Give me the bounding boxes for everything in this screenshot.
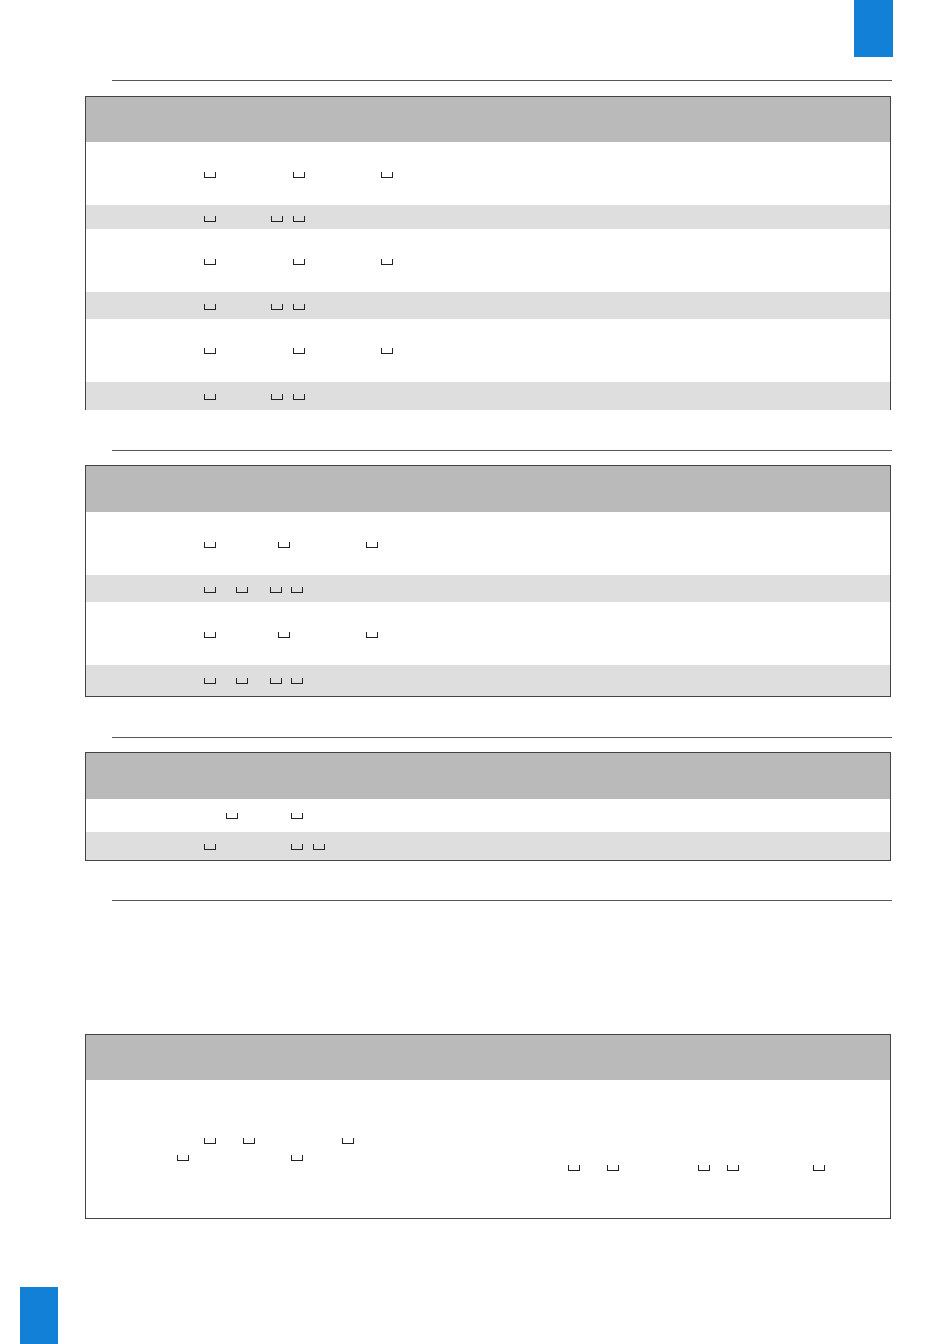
- checkbox[interactable]: [278, 542, 290, 548]
- checkbox[interactable]: [271, 394, 283, 400]
- section-2-form: [85, 465, 891, 697]
- checkbox[interactable]: [291, 678, 303, 684]
- checkbox[interactable]: [291, 1155, 303, 1161]
- checkbox[interactable]: [293, 348, 305, 354]
- checkbox[interactable]: [271, 304, 283, 310]
- section-1-form: [85, 96, 891, 410]
- checkbox[interactable]: [381, 172, 393, 178]
- form-row: [86, 799, 890, 832]
- checkbox[interactable]: [204, 259, 216, 265]
- checkbox[interactable]: [278, 632, 290, 638]
- section-3-header: [86, 753, 890, 799]
- checkbox[interactable]: [366, 632, 378, 638]
- checkbox[interactable]: [204, 394, 216, 400]
- section-4-form: [85, 1034, 891, 1219]
- section-1-header: [86, 97, 890, 142]
- section-4-rule: [112, 900, 892, 901]
- form-row: [86, 292, 890, 319]
- checkbox[interactable]: [342, 1138, 354, 1144]
- form-row: [86, 1080, 890, 1218]
- checkbox[interactable]: [313, 844, 325, 850]
- checkbox[interactable]: [293, 259, 305, 265]
- form-row: [86, 665, 890, 696]
- checkbox[interactable]: [271, 216, 283, 222]
- form-row: [86, 142, 890, 205]
- section-3-rule: [112, 737, 892, 738]
- form-row: [86, 319, 890, 382]
- checkbox[interactable]: [204, 844, 216, 850]
- form-row: [86, 382, 890, 410]
- section-3-form: [85, 752, 891, 861]
- checkbox[interactable]: [568, 1165, 580, 1171]
- form-row: [86, 602, 890, 665]
- checkbox[interactable]: [204, 632, 216, 638]
- checkbox[interactable]: [243, 1138, 255, 1144]
- checkbox[interactable]: [291, 844, 303, 850]
- section-4-header: [86, 1035, 890, 1080]
- checkbox[interactable]: [204, 542, 216, 548]
- checkbox[interactable]: [698, 1165, 710, 1171]
- checkbox[interactable]: [270, 678, 282, 684]
- form-row: [86, 229, 890, 292]
- section-2-rule: [112, 450, 892, 451]
- checkbox[interactable]: [293, 304, 305, 310]
- checkbox[interactable]: [293, 394, 305, 400]
- checkbox[interactable]: [293, 172, 305, 178]
- bottom-page-tab: [20, 1287, 58, 1344]
- section-2-header: [86, 466, 890, 512]
- checkbox[interactable]: [813, 1165, 825, 1171]
- checkbox[interactable]: [204, 1138, 216, 1144]
- checkbox[interactable]: [204, 587, 216, 593]
- form-row: [86, 575, 890, 602]
- checkbox[interactable]: [236, 678, 248, 684]
- checkbox[interactable]: [204, 216, 216, 222]
- checkbox[interactable]: [291, 587, 303, 593]
- checkbox[interactable]: [381, 348, 393, 354]
- checkbox[interactable]: [293, 216, 305, 222]
- checkbox[interactable]: [236, 587, 248, 593]
- form-row: [86, 512, 890, 575]
- form-row: [86, 205, 890, 229]
- form-row: [86, 832, 890, 860]
- top-page-tab: [854, 0, 893, 57]
- checkbox[interactable]: [366, 542, 378, 548]
- checkbox[interactable]: [204, 678, 216, 684]
- checkbox[interactable]: [204, 348, 216, 354]
- checkbox[interactable]: [226, 813, 238, 819]
- section-1-rule: [112, 80, 892, 81]
- checkbox[interactable]: [204, 172, 216, 178]
- checkbox[interactable]: [291, 813, 303, 819]
- checkbox[interactable]: [177, 1155, 189, 1161]
- checkbox[interactable]: [727, 1165, 739, 1171]
- checkbox[interactable]: [270, 587, 282, 593]
- checkbox[interactable]: [607, 1165, 619, 1171]
- checkbox[interactable]: [381, 259, 393, 265]
- checkbox[interactable]: [204, 304, 216, 310]
